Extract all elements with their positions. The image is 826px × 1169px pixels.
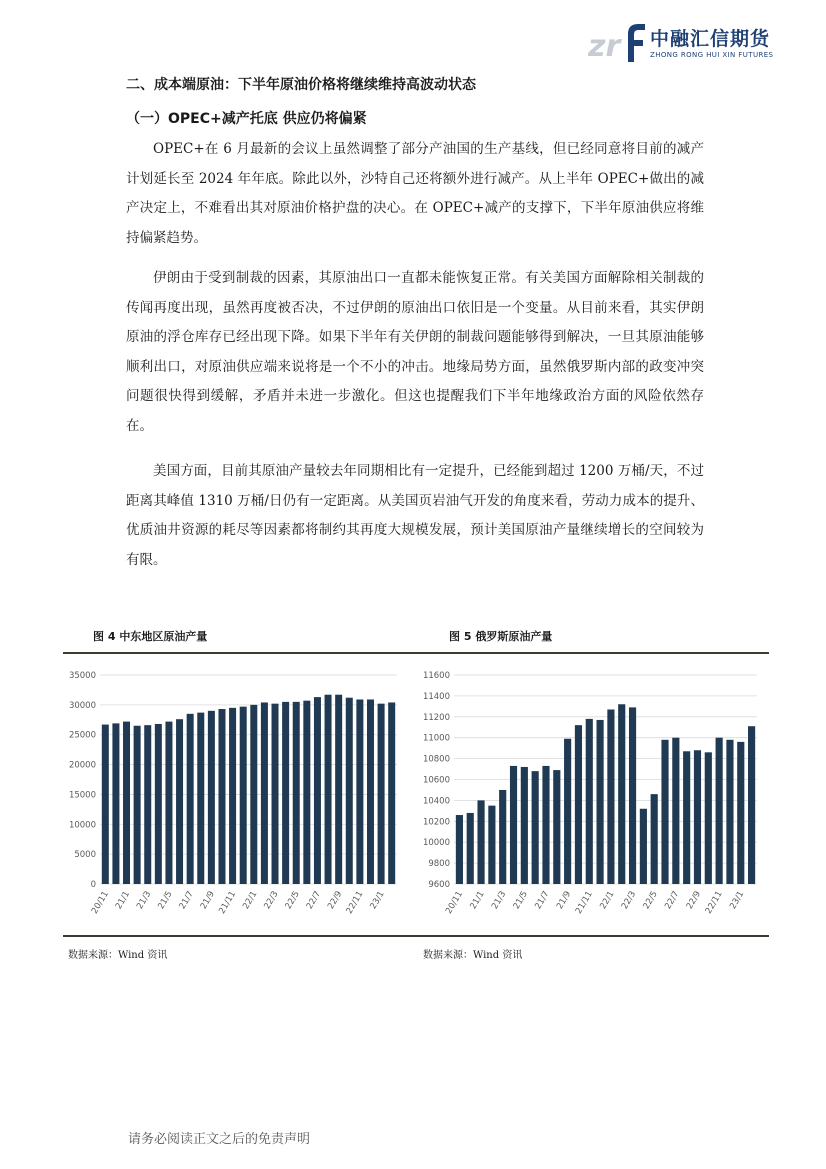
chart4-x-tick-label: 22/7: [304, 889, 324, 912]
chart5-bar: [618, 704, 625, 884]
chart4-bar: [250, 705, 257, 884]
chart4-bar: [187, 714, 194, 884]
chart5-x-tick-label: 23/1: [728, 889, 747, 912]
chart5-bar: [477, 800, 484, 884]
chart4-x-tick-label: 21/7: [177, 889, 196, 912]
chart4-x-tick-label: 20/11: [89, 889, 111, 916]
chart4-bar: [218, 709, 225, 884]
chart5-x-tick-label: 21/5: [511, 889, 530, 912]
chart5-bar: [607, 709, 614, 884]
figure-5-source: 数据来源：Wind 资讯: [423, 950, 523, 961]
chart5-x-tick-label: 21/7: [533, 889, 552, 912]
chart4-bar: [112, 723, 119, 884]
chart4-bar: [303, 701, 310, 884]
chart4-bar: [134, 726, 141, 884]
chart5-y-tick-label: 10800: [422, 754, 450, 765]
chart4-x-tick-label: 22/9: [326, 889, 345, 912]
chart4-bar: [144, 725, 151, 884]
chart4-x-tick-label: 22/1: [241, 889, 260, 912]
chart5-y-tick-label: 11600: [422, 671, 450, 681]
chart4-bar: [282, 702, 289, 884]
chart5-bar: [564, 739, 571, 884]
chart5-bar: [748, 726, 755, 884]
paragraph-iran: 伊朗由于受到制裁的因素，其原油出口一直都未能恢复正常。有关美国方面解除相关制裁的传闻再度出现，虽然再度被否决，不过伊朗的原油出口依旧是一个变量。从目前来看，其实伊朗原油的浮仓库存已经出现下降。如果下半年有关伊朗的制裁问题能够得到解决，一旦其原油能够顺利出口，对原油供应端来说将是一个不小的冲击。地缘局势方面，虽然俄罗斯内部的政变冲突问题很快得到缓解，矛盾并未进一步激化。但这也提醒我们下半年地缘政治方面的风险依然存在。: [126, 270, 704, 434]
logo-english-name: ZHONG RONG HUI XIN FUTURES: [650, 51, 774, 59]
chart5-x-tick-label: 22/3: [619, 889, 639, 912]
chart4-x-tick-label: 21/11: [217, 889, 239, 916]
chart5-x-tick-label: 22/9: [684, 889, 704, 912]
chart5-y-tick-label: 10400: [422, 796, 450, 807]
figure-top-rule: [63, 652, 769, 654]
paragraph-opec: OPEC+在 6 月最新的会议上虽然调整了部分产油国的生产基线，但已经同意将目前的减产计划延长至 2024 年年底。除此以外，沙特自己还将额外进行减产。从上半年 OPEC+做出的减产决定上，不难看出其对原油价格护盘的决心。在 OPEC+减产的支撑下，下半年原油供应将维持偏紧趋势。: [126, 141, 704, 246]
chart4-bar: [325, 695, 332, 884]
chart5-y-tick-label: 11200: [422, 712, 450, 723]
chart5-y-tick-label: 9800: [428, 859, 450, 870]
chart5-bar: [716, 738, 723, 884]
chart5-bar: [575, 725, 582, 884]
chart4-y-tick-label: 15000: [68, 790, 96, 801]
chart5-bar: [705, 752, 712, 884]
chart5-y-tick-label: 11000: [422, 733, 450, 744]
chart4-bar: [356, 699, 363, 884]
chart4-y-tick-label: 0: [90, 880, 96, 890]
chart4-bar: [240, 707, 247, 884]
chart5-x-tick-label: 22/7: [663, 889, 682, 912]
chart5-y-tick-label: 10000: [422, 838, 450, 849]
section-title: 二、成本端原油：下半年原油价格将继续维持高波动状态: [126, 77, 476, 93]
chart4-bar: [367, 699, 374, 884]
chart5-bar: [651, 794, 658, 884]
chart5-y-tick-label: 9600: [428, 880, 450, 890]
chart4-x-tick-label: 21/3: [135, 889, 154, 912]
logo-chinese-name: 中融汇信期货: [650, 28, 771, 50]
chart5-bar: [629, 707, 636, 884]
chart5-bar: [456, 815, 463, 884]
chart5-bar: [683, 751, 690, 884]
chart5-bar: [737, 742, 744, 884]
chart5-bar: [467, 813, 474, 884]
chart5-bar: [586, 719, 593, 884]
chart4-x-tick-label: 21/1: [113, 889, 133, 912]
chart4-bar: [102, 725, 109, 884]
chart4-bar: [123, 722, 130, 884]
chart4-bar: [388, 702, 395, 884]
chart5-x-tick-label: 21/11: [573, 889, 595, 916]
chart4-y-tick-label: 35000: [68, 671, 96, 681]
subsection-title: （一）OPEC+减产托底 供应仍将偏紧: [126, 111, 367, 127]
paragraph-us: 美国方面，目前其原油产量较去年同期相比有一定提升，已经能到超过 1200 万桶/天，不过距离其峰值 1310 万桶/日仍有一定距离。从美国页岩油气开发的角度来看，劳动力成本的提升、优质油井资源的耗尽等因素都将制约其再度大规模发展，预计美国原油产量继续增长的空间较为有限。: [126, 463, 704, 568]
figure-4-source: 数据来源：Wind 资讯: [68, 950, 168, 961]
chart4-bar: [378, 704, 385, 884]
chart4-bar: [261, 702, 268, 884]
chart5-bar: [597, 720, 604, 884]
chart5-bar: [672, 738, 679, 884]
figure-bottom-rule: [63, 935, 769, 937]
chart5-x-tick-label: 22/1: [598, 889, 617, 912]
chart4-bar: [293, 702, 300, 884]
chart4-y-tick-label: 30000: [68, 700, 96, 711]
logo-mark-icon: [588, 18, 648, 64]
chart5-x-tick-label: 20/11: [444, 889, 466, 916]
chart5-x-tick-label: 22/5: [641, 889, 660, 912]
chart5-x-tick-label: 21/9: [555, 889, 574, 912]
chart4-bar: [335, 695, 342, 884]
chart4-bar: [272, 704, 279, 884]
chart5-y-tick-label: 10200: [422, 817, 450, 828]
chart5-bar: [726, 740, 733, 884]
chart5-x-tick-label: 22/11: [703, 889, 725, 916]
chart5-x-tick-label: 21/3: [490, 889, 509, 912]
chart4-bar: [346, 698, 353, 884]
chart4-x-tick-label: 21/5: [156, 889, 175, 912]
chart5-bar: [640, 809, 647, 884]
chart4-bar: [165, 722, 172, 884]
chart5-bar: [542, 766, 549, 884]
chart4-bar: [155, 724, 162, 884]
chart5-bar: [694, 750, 701, 884]
chart5-bar: [553, 770, 560, 884]
chart4-y-tick-label: 10000: [68, 820, 96, 831]
chart4-bar: [197, 713, 204, 884]
chart5-y-tick-label: 11400: [422, 691, 450, 702]
chart4-bar: [208, 711, 215, 884]
chart4-x-tick-label: 22/5: [283, 889, 302, 912]
russia-oil-production-chart: [418, 656, 769, 932]
chart4-x-tick-label: 21/9: [198, 889, 217, 912]
chart4-y-tick-label: 5000: [74, 850, 96, 861]
chart5-bar: [488, 806, 495, 884]
chart5-bar: [499, 790, 506, 884]
chart5-bar: [521, 767, 528, 884]
chart5-x-tick-label: 21/1: [468, 889, 487, 912]
chart4-y-tick-label: 20000: [68, 760, 96, 771]
chart4-x-tick-label: 22/3: [262, 889, 281, 912]
company-logo: [588, 18, 788, 66]
chart5-y-tick-label: 10600: [422, 775, 450, 786]
logo-mark-letters: zr: [588, 29, 621, 64]
chart4-bar: [176, 719, 183, 884]
chart5-bar: [661, 740, 668, 884]
chart4-bar: [229, 708, 236, 884]
figure-5-title: 图 5 俄罗斯原油产量: [449, 630, 553, 643]
chart4-y-tick-label: 25000: [68, 730, 96, 741]
chart5-bar: [510, 766, 517, 884]
chart4-x-tick-label: 23/1: [368, 889, 387, 912]
middle-east-oil-production-chart: [63, 656, 413, 932]
figure-4-title: 图 4 中东地区原油产量: [93, 630, 208, 643]
chart5-bar: [532, 771, 539, 884]
disclaimer-footer: 请务必阅读正文之后的免责声明: [128, 1132, 311, 1147]
chart4-bar: [314, 697, 321, 884]
chart4-x-tick-label: 22/11: [344, 889, 366, 916]
